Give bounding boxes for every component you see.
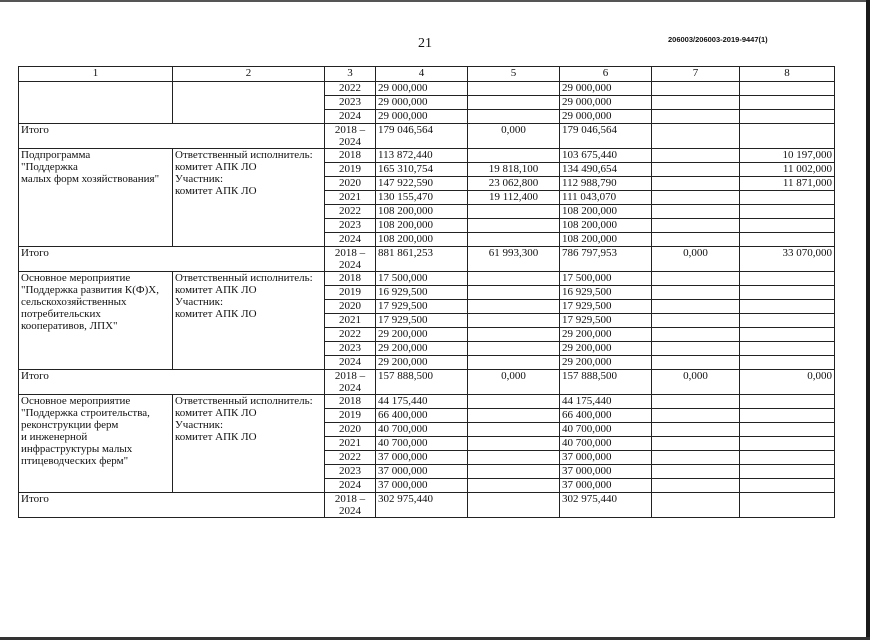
responsible-line: комитет АПК ЛО xyxy=(175,308,257,320)
scan-edge-top xyxy=(0,0,870,2)
budget-table-body xyxy=(19,67,835,518)
federal-amount-cell: 19 112,400 xyxy=(468,191,560,205)
federal-amount-cell: 61 993,300 xyxy=(468,247,560,272)
other-amount-cell xyxy=(740,300,835,314)
year-cell: 2021 xyxy=(325,191,376,205)
regional-amount-cell: 40 700,000 xyxy=(560,423,652,437)
regional-amount-cell: 29 000,000 xyxy=(560,96,652,110)
federal-amount-cell xyxy=(468,82,560,96)
local-amount-cell xyxy=(652,82,740,96)
regional-amount-cell: 40 700,000 xyxy=(560,437,652,451)
year-cell: 2023 xyxy=(325,96,376,110)
regional-amount-cell: 37 000,000 xyxy=(560,465,652,479)
program-name-line: и инженерной xyxy=(21,431,88,443)
program-name-line: инфраструктуры малых xyxy=(21,443,133,455)
regional-amount-cell: 302 975,440 xyxy=(560,493,652,518)
program-name-line: малых форм хозяйствования" xyxy=(21,173,160,185)
other-amount-cell xyxy=(740,356,835,370)
federal-amount-cell xyxy=(468,356,560,370)
responsible-line: комитет АПК ЛО xyxy=(175,284,257,296)
program-name-cell xyxy=(19,395,173,493)
program-name-line: "Поддержка строительства, xyxy=(21,407,150,419)
program-name-cell xyxy=(19,149,173,247)
federal-amount-cell xyxy=(468,465,560,479)
total-years-line: 2018 – xyxy=(334,493,366,505)
regional-amount-cell: 179 046,564 xyxy=(560,124,652,149)
total-label-cell: Итого xyxy=(19,247,325,272)
total-amount-cell: 40 700,000 xyxy=(376,423,468,437)
total-amount-cell: 165 310,754 xyxy=(376,163,468,177)
scan-edge-right xyxy=(866,0,870,640)
other-amount-cell: 11 871,000 xyxy=(740,177,835,191)
local-amount-cell xyxy=(652,314,740,328)
other-amount-cell xyxy=(740,124,835,149)
regional-amount-cell: 37 000,000 xyxy=(560,451,652,465)
regional-amount-cell: 29 200,000 xyxy=(560,328,652,342)
year-cell: 2023 xyxy=(325,342,376,356)
regional-amount-cell: 17 500,000 xyxy=(560,272,652,286)
total-amount-cell: 130 155,470 xyxy=(376,191,468,205)
federal-amount-cell xyxy=(468,328,560,342)
total-years-line: 2024 xyxy=(339,136,361,148)
other-amount-cell xyxy=(740,451,835,465)
local-amount-cell xyxy=(652,96,740,110)
total-row xyxy=(19,247,835,272)
other-amount-cell: 33 070,000 xyxy=(740,247,835,272)
regional-amount-cell: 29 000,000 xyxy=(560,110,652,124)
total-amount-cell: 108 200,000 xyxy=(376,219,468,233)
federal-amount-cell: 0,000 xyxy=(468,370,560,395)
header-cell: 2 xyxy=(173,67,325,82)
total-amount-cell: 29 200,000 xyxy=(376,356,468,370)
responsible-cell xyxy=(173,272,325,370)
program-name-line: кооперативов, ЛПХ" xyxy=(21,320,118,332)
program-name-line: реконструкции ферм xyxy=(21,419,119,431)
header-row xyxy=(19,67,835,82)
year-cell: 2022 xyxy=(325,451,376,465)
local-amount-cell xyxy=(652,356,740,370)
federal-amount-cell xyxy=(468,205,560,219)
responsible-line: Участник: xyxy=(175,296,224,308)
other-amount-cell xyxy=(740,110,835,124)
regional-amount-cell: 112 988,790 xyxy=(560,177,652,191)
federal-amount-cell xyxy=(468,149,560,163)
year-cell: 2022 xyxy=(325,82,376,96)
total-amount-cell: 147 922,590 xyxy=(376,177,468,191)
total-amount-cell: 302 975,440 xyxy=(376,493,468,518)
total-amount-cell: 29 000,000 xyxy=(376,110,468,124)
total-label-cell: Итого xyxy=(19,493,325,518)
other-amount-cell xyxy=(740,409,835,423)
total-amount-cell: 37 000,000 xyxy=(376,465,468,479)
federal-amount-cell: 19 818,100 xyxy=(468,163,560,177)
total-amount-cell: 37 000,000 xyxy=(376,451,468,465)
federal-amount-cell xyxy=(468,423,560,437)
responsible-cell xyxy=(173,149,325,247)
total-years-cell xyxy=(325,247,376,272)
total-amount-cell: 44 175,440 xyxy=(376,395,468,409)
local-amount-cell xyxy=(652,191,740,205)
budget-table xyxy=(18,66,835,518)
program-name-line: "Поддержка xyxy=(21,161,78,173)
federal-amount-cell xyxy=(468,437,560,451)
local-amount-cell xyxy=(652,423,740,437)
regional-amount-cell: 29 200,000 xyxy=(560,342,652,356)
table-row xyxy=(19,82,835,96)
local-amount-cell xyxy=(652,205,740,219)
other-amount-cell xyxy=(740,286,835,300)
local-amount-cell xyxy=(652,124,740,149)
local-amount-cell xyxy=(652,286,740,300)
header-cell: 8 xyxy=(740,67,835,82)
regional-amount-cell: 786 797,953 xyxy=(560,247,652,272)
total-label-cell: Итого xyxy=(19,370,325,395)
program-name-line: потребительских xyxy=(21,308,101,320)
program-name-line: Основное мероприятие xyxy=(21,272,131,284)
local-amount-cell xyxy=(652,328,740,342)
regional-amount-cell: 29 000,000 xyxy=(560,82,652,96)
total-amount-cell: 37 000,000 xyxy=(376,479,468,493)
program-name-line: сельскохозяйственных xyxy=(21,296,127,308)
federal-amount-cell xyxy=(468,395,560,409)
local-amount-cell xyxy=(652,219,740,233)
regional-amount-cell: 17 929,500 xyxy=(560,300,652,314)
federal-amount-cell xyxy=(468,272,560,286)
header-cell: 3 xyxy=(325,67,376,82)
year-cell: 2022 xyxy=(325,328,376,342)
year-cell: 2021 xyxy=(325,314,376,328)
responsible-line: Участник: xyxy=(175,419,224,431)
responsible-cell xyxy=(173,395,325,493)
regional-amount-cell: 108 200,000 xyxy=(560,233,652,247)
local-amount-cell xyxy=(652,233,740,247)
local-amount-cell xyxy=(652,493,740,518)
total-label-cell: Итого xyxy=(19,124,325,149)
year-cell: 2021 xyxy=(325,437,376,451)
local-amount-cell xyxy=(652,395,740,409)
total-years-cell xyxy=(325,493,376,518)
regional-amount-cell: 44 175,440 xyxy=(560,395,652,409)
header-cell: 4 xyxy=(376,67,468,82)
other-amount-cell xyxy=(740,342,835,356)
total-amount-cell: 17 929,500 xyxy=(376,300,468,314)
other-amount-cell: 11 002,000 xyxy=(740,163,835,177)
responsible-line: Ответственный исполнитель: xyxy=(175,395,313,407)
local-amount-cell xyxy=(652,110,740,124)
header-cell: 6 xyxy=(560,67,652,82)
year-cell: 2023 xyxy=(325,465,376,479)
responsible-line: Участник: xyxy=(175,173,224,185)
regional-amount-cell: 108 200,000 xyxy=(560,205,652,219)
responsible-line: комитет АПК ЛО xyxy=(175,185,257,197)
responsible-cell xyxy=(173,82,325,124)
total-amount-cell: 108 200,000 xyxy=(376,233,468,247)
responsible-line: комитет АПК ЛО xyxy=(175,407,257,419)
total-row xyxy=(19,493,835,518)
total-row xyxy=(19,124,835,149)
local-amount-cell xyxy=(652,177,740,191)
total-years-line: 2024 xyxy=(339,259,361,271)
year-cell: 2018 xyxy=(325,149,376,163)
year-cell: 2020 xyxy=(325,300,376,314)
other-amount-cell xyxy=(740,328,835,342)
local-amount-cell xyxy=(652,437,740,451)
federal-amount-cell xyxy=(468,300,560,314)
other-amount-cell xyxy=(740,272,835,286)
regional-amount-cell: 108 200,000 xyxy=(560,219,652,233)
federal-amount-cell xyxy=(468,110,560,124)
other-amount-cell xyxy=(740,395,835,409)
federal-amount-cell xyxy=(468,342,560,356)
total-amount-cell: 17 929,500 xyxy=(376,314,468,328)
responsible-line: комитет АПК ЛО xyxy=(175,161,257,173)
year-cell: 2024 xyxy=(325,356,376,370)
local-amount-cell xyxy=(652,272,740,286)
responsible-line: Ответственный исполнитель: xyxy=(175,272,313,284)
year-cell: 2019 xyxy=(325,163,376,177)
total-amount-cell: 108 200,000 xyxy=(376,205,468,219)
other-amount-cell xyxy=(740,314,835,328)
federal-amount-cell xyxy=(468,409,560,423)
regional-amount-cell: 66 400,000 xyxy=(560,409,652,423)
program-name-line: Подпрограмма xyxy=(21,149,91,161)
year-cell: 2018 xyxy=(325,395,376,409)
table-row xyxy=(19,149,835,163)
total-years-line: 2018 – xyxy=(334,124,366,136)
total-amount-cell: 17 500,000 xyxy=(376,272,468,286)
total-amount-cell: 16 929,500 xyxy=(376,286,468,300)
local-amount-cell xyxy=(652,149,740,163)
header-cell: 5 xyxy=(468,67,560,82)
other-amount-cell: 0,000 xyxy=(740,370,835,395)
federal-amount-cell xyxy=(468,286,560,300)
other-amount-cell xyxy=(740,96,835,110)
other-amount-cell xyxy=(740,465,835,479)
table-row xyxy=(19,395,835,409)
table-row xyxy=(19,272,835,286)
total-amount-cell: 66 400,000 xyxy=(376,409,468,423)
total-row xyxy=(19,370,835,395)
regional-amount-cell: 17 929,500 xyxy=(560,314,652,328)
local-amount-cell: 0,000 xyxy=(652,247,740,272)
local-amount-cell xyxy=(652,300,740,314)
total-years-cell xyxy=(325,370,376,395)
program-name-line: "Поддержка развития К(Ф)Х, xyxy=(21,284,159,296)
year-cell: 2024 xyxy=(325,233,376,247)
total-years-line: 2018 – xyxy=(334,247,366,259)
federal-amount-cell xyxy=(468,451,560,465)
total-amount-cell: 179 046,564 xyxy=(376,124,468,149)
total-amount-cell: 29 200,000 xyxy=(376,328,468,342)
responsible-line: комитет АПК ЛО xyxy=(175,431,257,443)
header-cell: 7 xyxy=(652,67,740,82)
year-cell: 2019 xyxy=(325,409,376,423)
program-name-cell xyxy=(19,82,173,124)
program-name-line: Основное мероприятие xyxy=(21,395,131,407)
total-years-line: 2024 xyxy=(339,505,361,517)
responsible-line: Ответственный исполнитель: xyxy=(175,149,313,161)
federal-amount-cell xyxy=(468,233,560,247)
year-cell: 2024 xyxy=(325,479,376,493)
federal-amount-cell xyxy=(468,96,560,110)
local-amount-cell xyxy=(652,163,740,177)
page-number: 21 xyxy=(418,36,432,51)
other-amount-cell xyxy=(740,493,835,518)
regional-amount-cell: 29 200,000 xyxy=(560,356,652,370)
federal-amount-cell xyxy=(468,219,560,233)
total-amount-cell: 157 888,500 xyxy=(376,370,468,395)
local-amount-cell xyxy=(652,342,740,356)
federal-amount-cell: 23 062,800 xyxy=(468,177,560,191)
year-cell: 2022 xyxy=(325,205,376,219)
local-amount-cell: 0,000 xyxy=(652,370,740,395)
local-amount-cell xyxy=(652,451,740,465)
total-years-line: 2024 xyxy=(339,382,361,394)
total-amount-cell: 113 872,440 xyxy=(376,149,468,163)
program-name-cell xyxy=(19,272,173,370)
other-amount-cell: 10 197,000 xyxy=(740,149,835,163)
regional-amount-cell: 16 929,500 xyxy=(560,286,652,300)
year-cell: 2018 xyxy=(325,272,376,286)
local-amount-cell xyxy=(652,465,740,479)
year-cell: 2020 xyxy=(325,423,376,437)
federal-amount-cell xyxy=(468,479,560,493)
regional-amount-cell: 103 675,440 xyxy=(560,149,652,163)
total-years-cell xyxy=(325,124,376,149)
federal-amount-cell xyxy=(468,493,560,518)
year-cell: 2024 xyxy=(325,110,376,124)
year-cell: 2020 xyxy=(325,177,376,191)
year-cell: 2019 xyxy=(325,286,376,300)
total-amount-cell: 40 700,000 xyxy=(376,437,468,451)
other-amount-cell xyxy=(740,437,835,451)
local-amount-cell xyxy=(652,409,740,423)
regional-amount-cell: 134 490,654 xyxy=(560,163,652,177)
federal-amount-cell: 0,000 xyxy=(468,124,560,149)
other-amount-cell xyxy=(740,479,835,493)
total-amount-cell: 29 000,000 xyxy=(376,96,468,110)
total-amount-cell: 29 000,000 xyxy=(376,82,468,96)
other-amount-cell xyxy=(740,219,835,233)
regional-amount-cell: 111 043,070 xyxy=(560,191,652,205)
program-name-line: птицеводческих ферм" xyxy=(21,455,129,467)
total-amount-cell: 881 861,253 xyxy=(376,247,468,272)
other-amount-cell xyxy=(740,233,835,247)
regional-amount-cell: 37 000,000 xyxy=(560,479,652,493)
document-code: 206003/206003-2019-9447(1) xyxy=(668,35,768,44)
regional-amount-cell: 157 888,500 xyxy=(560,370,652,395)
federal-amount-cell xyxy=(468,314,560,328)
total-years-line: 2018 – xyxy=(334,370,366,382)
other-amount-cell xyxy=(740,423,835,437)
other-amount-cell xyxy=(740,191,835,205)
local-amount-cell xyxy=(652,479,740,493)
year-cell: 2023 xyxy=(325,219,376,233)
other-amount-cell xyxy=(740,82,835,96)
header-cell: 1 xyxy=(19,67,173,82)
other-amount-cell xyxy=(740,205,835,219)
total-amount-cell: 29 200,000 xyxy=(376,342,468,356)
